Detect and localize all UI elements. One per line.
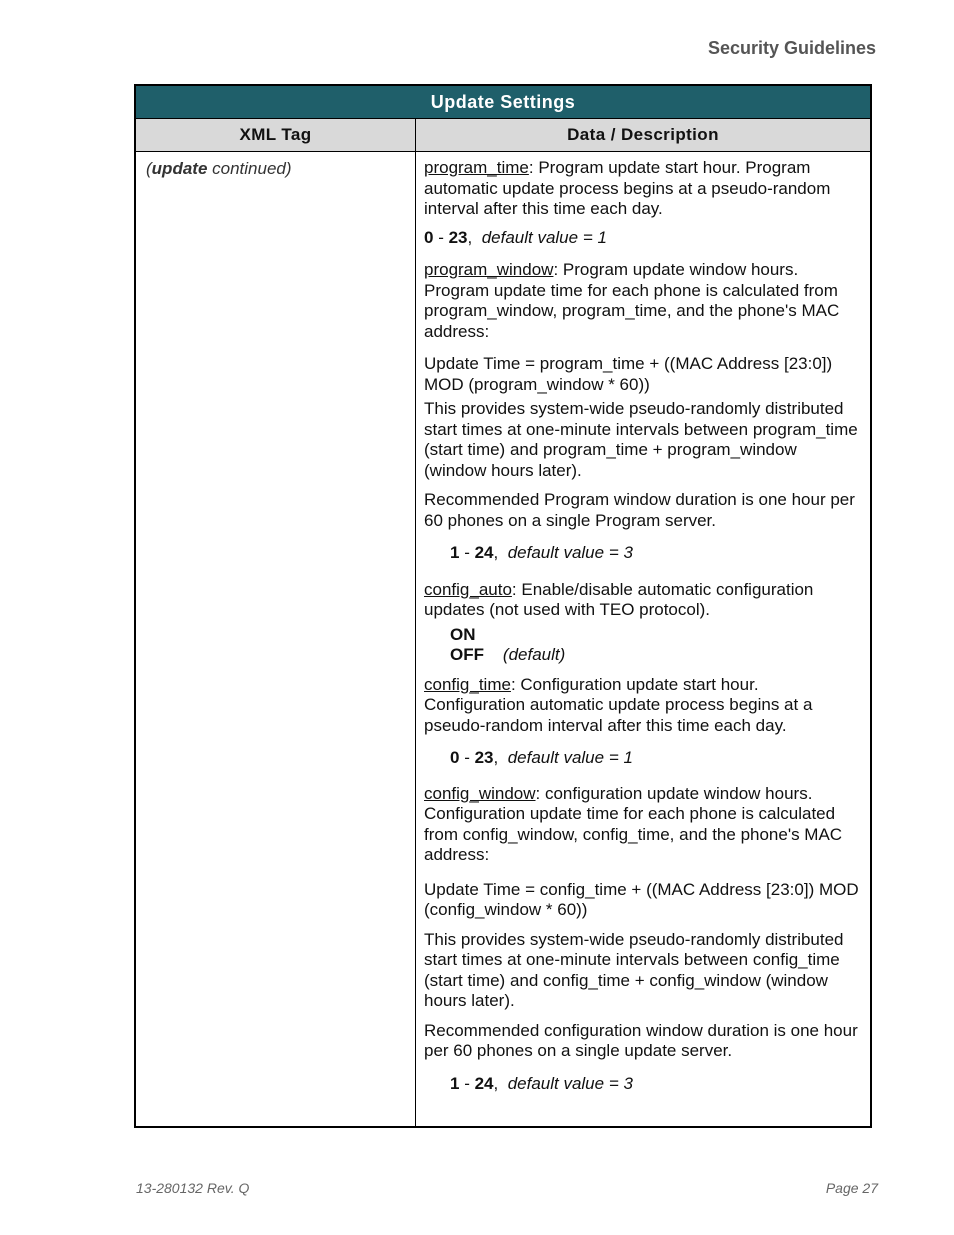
range-high: 23	[474, 748, 494, 767]
column-header-description: Data / Description	[567, 125, 719, 144]
default-value: default value = 3	[507, 543, 633, 562]
range-high: 24	[474, 543, 494, 562]
document-id: 13-280132 Rev. Q	[136, 1180, 250, 1196]
range-comma: ,	[493, 543, 499, 562]
config-window-recommend: Recommended configuration window duration is one hour per 60 phones on a single update server.	[424, 1020, 858, 1060]
range-comma: ,	[493, 1073, 499, 1093]
range-separator: -	[459, 543, 475, 562]
config-window-range	[424, 1074, 862, 1095]
param-desc: : Program update start hour. Program automatic update process begins at a pseudo-random interval after this time each day.	[424, 158, 831, 218]
range-separator: -	[459, 748, 475, 767]
range-separator: -	[459, 1073, 475, 1093]
program-window-recommend: Recommended Program window duration is one hour per 60 phones on a single Program server.	[424, 490, 855, 530]
config-time-entry	[424, 675, 862, 737]
config-window-formula: Update Time = config_time + ((MAC Address [23:0]) MOD (config_window * 60))	[424, 879, 859, 919]
config-window-explain: This provides system-wide pseudo-randomly distributed start times at one-minute intervals between config_time (start time) and config_time + config_window (window hours later).	[424, 929, 844, 1010]
tag-prefix: (	[146, 159, 152, 178]
option-on: ON	[450, 624, 476, 644]
range-comma: ,	[493, 748, 499, 767]
update-settings-table	[134, 84, 872, 1128]
config-window-entry	[424, 784, 862, 866]
param-desc: : Configuration update start hour. Configuration automatic update process begins at a pseudo-random interval after this time each day.	[424, 674, 813, 735]
program-window-entry	[424, 260, 862, 342]
range-high: 24	[474, 1073, 494, 1093]
config-auto-entry	[424, 580, 862, 621]
range-comma: ,	[467, 227, 473, 247]
param-name: program_window	[424, 260, 554, 279]
program-window-formula: Update Time = program_time + ((MAC Address [23:0]) MOD (program_window * 60))	[424, 354, 833, 394]
param-name: config_time	[424, 674, 511, 694]
table-row	[136, 152, 870, 1126]
default-value: default value = 3	[507, 1073, 633, 1093]
program-window-range	[424, 543, 862, 564]
range-low: 0	[424, 227, 434, 247]
program-time-entry	[424, 158, 862, 220]
default-value: default value = 1	[507, 748, 633, 767]
range-low: 0	[450, 748, 460, 767]
config-time-range	[424, 748, 862, 769]
description-cell	[416, 152, 870, 1126]
program-window-explain: This provides system-wide pseudo-randomly distributed start times at one-minute intervals between program_time (start time) and program_time + program_window (window hours later).	[424, 399, 858, 480]
param-desc: : configuration update window hours. Configuration update time for each phone is calculated from config_window, config_time, and the phone's MAC address:	[424, 783, 843, 864]
xml-tag-cell	[136, 152, 416, 1126]
column-header-xml-tag: XML Tag	[136, 119, 416, 151]
param-desc: : Enable/disable automatic configuration updates (not used with TEO protocol).	[424, 579, 814, 619]
table-title: Update Settings	[136, 86, 870, 119]
range-low: 1	[450, 1073, 460, 1093]
range-separator: -	[433, 227, 449, 247]
section-title: Security Guidelines	[707, 38, 876, 58]
default-value: default value = 1	[481, 227, 607, 247]
param-name: config_window	[424, 783, 536, 803]
range-high: 23	[448, 227, 468, 247]
page-number: Page 27	[825, 1180, 878, 1196]
tag-name: update	[151, 159, 208, 178]
tag-suffix: continued)	[207, 159, 292, 178]
table-header-row	[136, 119, 870, 152]
option-off-note: (default)	[502, 645, 566, 664]
param-desc: : Program update window hours. Program update time for each phone is calculated from program_window, program_time, and the phone's MAC address:	[424, 260, 840, 341]
option-off	[424, 645, 862, 666]
param-name: program_time	[424, 158, 529, 177]
program-time-range	[424, 228, 862, 249]
range-low: 1	[450, 543, 460, 562]
option-off-label: OFF	[450, 645, 484, 664]
param-name: config_auto	[424, 579, 512, 599]
